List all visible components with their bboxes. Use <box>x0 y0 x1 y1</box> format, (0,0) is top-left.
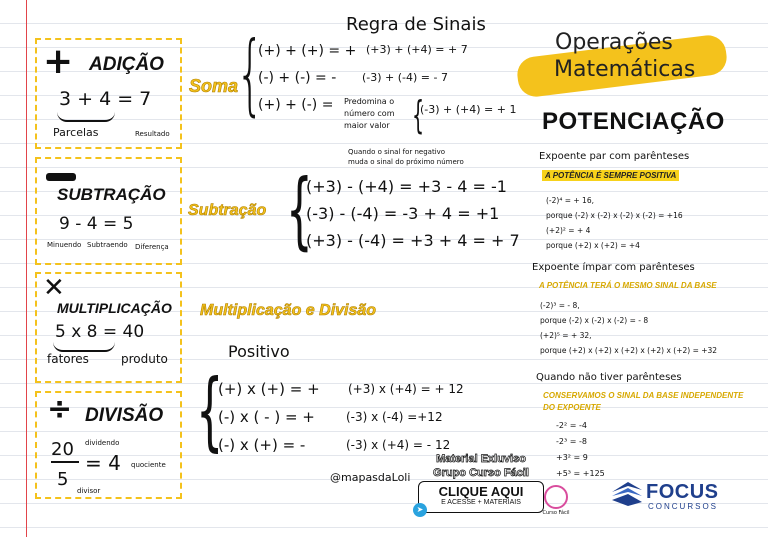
subtracao-note: Quando o sinal for negativo muda o sinal do próximo número <box>348 148 464 166</box>
notebook-margin-line <box>26 0 27 537</box>
pot-s2-lines: (-2)³ = - 8, porque (-2) x (-2) x (-2) = - 8 (+2)⁵ = + 32, porque (+2) x (+2) x (+2) x (+2) x (+2) = +32 <box>540 301 718 355</box>
brace-underline <box>57 112 115 122</box>
soma-note: Predomina o número com maior valor <box>344 97 395 130</box>
subtracao-line-3: (+3) - (-4) = +3 + 4 = + 7 <box>306 231 520 250</box>
telegram-icon[interactable]: ➤ <box>413 503 427 517</box>
plus-icon: + <box>43 41 74 82</box>
pot-s1-heading: Expoente par com parênteses <box>539 151 690 162</box>
brace-left: { <box>412 93 425 137</box>
subtracao-line-2: (-3) - (-4) = -3 + 4 = +1 <box>306 204 500 223</box>
header-line2: Matemáticas <box>554 57 696 82</box>
card-adicao <box>35 38 182 149</box>
pot-s3-highlight-2: DO EXPOENTE <box>543 403 601 412</box>
div-denominator: 5 <box>57 469 69 490</box>
label-divisor: divisor <box>77 487 101 495</box>
div-numerator: 20 <box>51 439 74 460</box>
header-line1: Operações <box>555 30 673 55</box>
card-multiplicacao <box>35 272 182 383</box>
soma-rule-1: (+) + (+) = + <box>258 43 357 59</box>
pot-s1-lines: (-2)⁴ = + 16, porque (-2) x (-2) x (-2) x (-2) = +16 (+2)² = + 4 porque (+2) x (+2) = +4 <box>546 196 683 250</box>
label-parcelas: Parcelas <box>53 126 99 139</box>
muldiv-example-2: (-3) x (-4) =+12 <box>346 410 443 424</box>
brand-subtitle: CONCURSOS <box>648 502 719 511</box>
times-icon: ✕ <box>43 273 65 303</box>
label-quociente: quociente <box>131 461 166 469</box>
label-resultado: Resultado <box>135 130 170 138</box>
pot-s3-highlight-1: CONSERVAMOS O SINAL DA BASE INDEPENDENTE <box>543 391 744 400</box>
divide-icon: ÷ <box>47 392 73 427</box>
pot-s1-highlight: A POTÊNCIA É SEMPRE POSITIVA <box>542 170 679 181</box>
card-subtracao-expr: 9 - 4 = 5 <box>59 214 134 234</box>
muldiv-positivo: Positivo <box>228 342 290 361</box>
brand-name: FOCUS <box>646 481 719 503</box>
muldiv-rule-3: (-) x (+) = - <box>218 436 306 454</box>
pot-s2-heading: Expoente ímpar com parênteses <box>532 262 695 273</box>
fraction-bar <box>51 461 79 463</box>
curso-facil-logo <box>544 485 568 509</box>
subtracao-line-1: (+3) - (+4) = +3 - 4 = -1 <box>306 177 507 196</box>
card-multiplicacao-expr: 5 x 8 = 40 <box>55 322 145 342</box>
div-result: = 4 <box>85 451 121 475</box>
brace-left: { <box>196 361 224 461</box>
card-divisao <box>35 391 182 499</box>
soma-example-1: (+3) + (+4) = + 7 <box>366 43 468 56</box>
cta-button[interactable]: CLIQUE AQUI E ACESSE + MATERIAIS <box>418 481 544 513</box>
label-produto: produto <box>121 352 168 366</box>
brace-left: { <box>236 22 264 125</box>
label-dividendo: dividendo <box>85 439 120 447</box>
brace-underline <box>53 342 115 352</box>
card-adicao-title: ADIÇÃO <box>89 54 164 75</box>
muldiv-rule-2: (-) x ( - ) = + <box>218 408 315 426</box>
brace-left: { <box>286 161 313 259</box>
label-minuendo: Minuendo <box>47 241 82 249</box>
muldiv-example-1: (+3) x (+4) = + 12 <box>348 382 464 396</box>
card-subtracao <box>35 157 182 265</box>
focus-logo-icon <box>610 480 644 508</box>
soma-rule-2: (-) + (-) = - <box>258 70 337 86</box>
pot-s2-highlight: A POTÊNCIA TERÁ O MESMO SINAL DA BASE <box>539 281 717 290</box>
promo-text: Material Exluviso Grupo Curso Fácil <box>433 453 529 479</box>
muldiv-label: Multiplicação e Divisão <box>200 302 377 319</box>
handle-text: @mapasdaLoli <box>330 471 411 484</box>
muldiv-rule-1: (+) x (+) = + <box>218 380 320 398</box>
pot-s3-lines: -2² = -4 -2³ = -8 +3² = 9 +5³ = +125 <box>556 421 605 478</box>
label-diferenca: Diferença <box>135 243 169 251</box>
rules-title: Regra de Sinais <box>346 14 486 35</box>
soma-rule-3: (+) + (-) = <box>258 97 334 113</box>
card-divisao-title: DIVISÃO <box>85 405 164 426</box>
card-multiplicacao-title: MULTIPLICAÇÃO <box>57 300 172 316</box>
card-adicao-expr: 3 + 4 = 7 <box>59 88 152 110</box>
soma-example-3: (-3) + (+4) = + 1 <box>420 103 517 116</box>
soma-label: Soma <box>189 76 239 96</box>
pot-s3-heading: Quando não tiver parênteses <box>536 372 682 383</box>
card-subtracao-title: SUBTRAÇÃO <box>57 185 166 204</box>
label-fatores: fatores <box>47 352 89 366</box>
soma-example-2: (-3) + (-4) = - 7 <box>362 71 448 84</box>
muldiv-example-3: (-3) x (+4) = - 12 <box>346 438 451 452</box>
badge-text: Curso Fácil <box>542 510 570 516</box>
label-subtraendo: Subtraendo <box>87 241 128 249</box>
potenciacao-title: POTENCIAÇÃO <box>542 108 725 135</box>
subtracao-label: Subtração <box>188 202 267 219</box>
minus-icon <box>46 173 76 181</box>
